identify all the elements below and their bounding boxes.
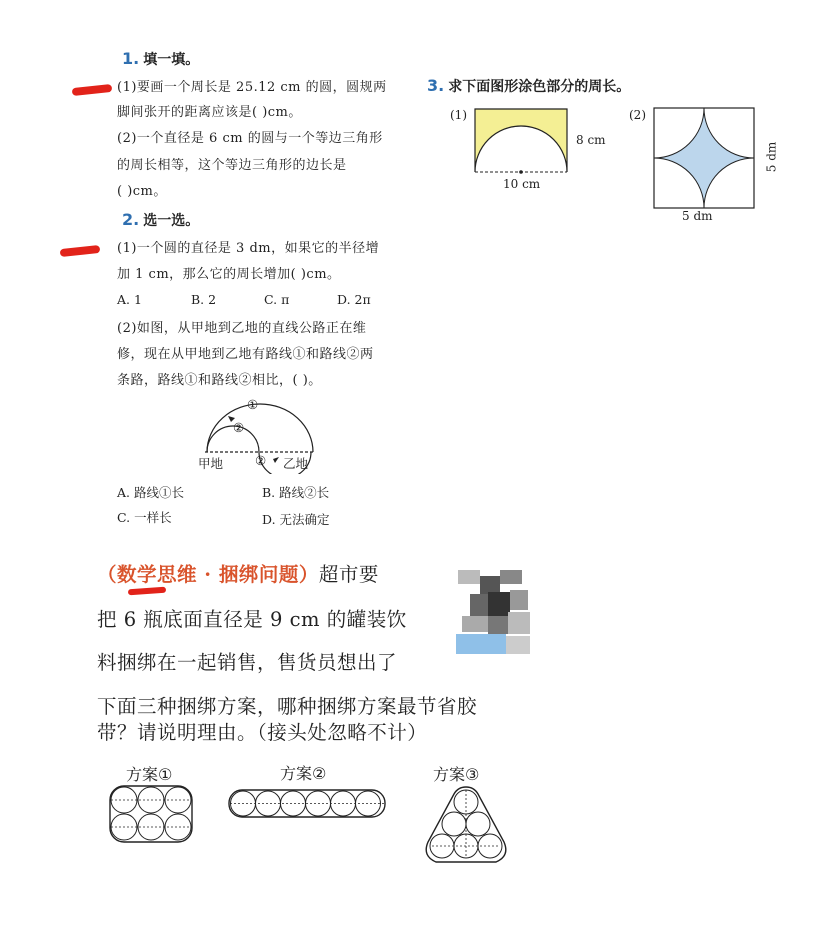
plan1-label: 方案① (126, 765, 173, 784)
s2-q1-option-c: C. π (264, 292, 290, 307)
problem-line1-rest: 超市要 (318, 563, 379, 586)
problem-line2: 把 6 瓶底面直径是 9 cm 的罐装饮 (97, 608, 407, 631)
figure1-shape (474, 108, 572, 178)
plan1-diagram (108, 784, 194, 844)
problem-line5: 带？请说明理由。（接头处忽略不计） (97, 721, 428, 744)
s2-q2-option-b: B. 路线②长 (262, 485, 330, 500)
plan2-label: 方案② (280, 764, 327, 783)
red-highlight-mark (72, 84, 113, 96)
s2-q2-option-d: D. 无法确定 (262, 512, 330, 527)
section2-number: 2. (122, 210, 140, 229)
problem-line3: 料捆绑在一起销售，售货员想出了 (97, 651, 398, 674)
s2-q1-option-d: D. 2π (337, 292, 371, 307)
problem-line4: 下面三种捆绑方案，哪种捆绑方案最节省胶 (97, 695, 478, 718)
s2-q1-option-a: A. 1 (117, 292, 142, 307)
route1-label: ① (247, 397, 259, 412)
s2-q1-line2: 加 1 cm，那么它的周长增加( )cm。 (117, 267, 341, 282)
s2-q1-line1: (1)一个圆的直径是 3 dm，如果它的半径增 (117, 241, 380, 256)
figure1-height-label: 8 cm (576, 133, 606, 147)
section3-number: 3. (427, 76, 445, 95)
figure1-width-label: 10 cm (503, 177, 541, 191)
figure2-label: (2) (629, 108, 646, 122)
section3-title: 求下面图形涂色部分的周长。 (448, 79, 631, 95)
s2-q2-option-a: A. 路线①长 (117, 485, 184, 500)
route2-label-top: ② (233, 420, 245, 435)
s1-q2-line2: 的周长相等，这个等边三角形的边长是 (117, 158, 347, 173)
s2-q2-option-c: C. 一样长 (117, 510, 172, 525)
section2-heading (122, 210, 199, 230)
s1-q2-line3: ( )cm。 (117, 184, 167, 199)
plan3-label: 方案③ (433, 765, 480, 784)
problem-tag: （数学思维 · 捆绑问题） (97, 563, 319, 586)
figure2-bottom-label: 5 dm (682, 209, 713, 223)
blurred-image (448, 562, 546, 670)
figure2-right-label: 5 dm (764, 141, 779, 173)
section3-heading (427, 76, 630, 96)
s1-q2-line1: (2)一个直径是 6 cm 的圆与一个等边三角形 (117, 131, 383, 146)
place-a-label: 甲地 (198, 456, 224, 471)
s2-q1-option-b: B. 2 (191, 292, 217, 307)
s2-q2-line3: 条路，路线①和路线②相比，( )。 (117, 373, 322, 388)
blurred-pattern (448, 562, 546, 670)
s1-q1-line1: (1)要画一个周长是 25.12 cm 的圆，圆规两 (117, 80, 387, 95)
route2-label-bottom: ② (255, 453, 267, 468)
section2-title: 选一选。 (143, 213, 200, 229)
plan3-diagram (422, 784, 510, 866)
section1-heading (122, 49, 199, 69)
place-b-label: 乙地 (283, 456, 309, 471)
section1-title: 填一填。 (143, 52, 200, 68)
section1-number: 1. (122, 49, 140, 68)
s2-q2-line2: 修，现在从甲地到乙地有路线①和路线②两 (117, 347, 374, 362)
plan2-diagram (228, 788, 388, 820)
s2-q2-line1: (2)如图，从甲地到乙地的直线公路正在维 (117, 321, 367, 336)
red-highlight-mark-2 (60, 245, 101, 257)
figure2-shape (653, 107, 755, 209)
s1-q1-line2: 脚间张开的距离应该是( )cm。 (117, 105, 302, 120)
figure1-label: (1) (450, 108, 467, 122)
